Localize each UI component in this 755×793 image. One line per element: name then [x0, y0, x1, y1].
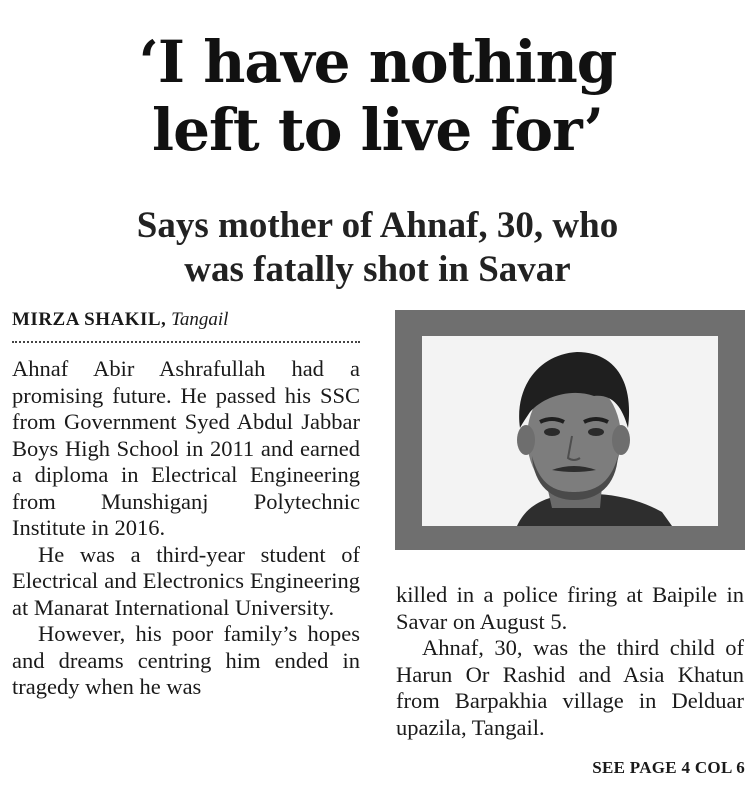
subheadline-line-1: Says mother of Ahnaf, 30, who — [136, 205, 619, 246]
article-paragraph-3-continued: killed in a police firing at Baipile in Savar on August 5. — [396, 582, 744, 634]
portrait-illustration — [422, 336, 718, 526]
byline — [12, 308, 362, 332]
subheadline — [0, 204, 755, 292]
article-paragraph-3: However, his poor family’s hopes and dreams centring him ended in tragedy when he was — [12, 621, 360, 699]
article-column-left — [12, 356, 360, 701]
portrait-photo — [422, 336, 718, 526]
headline-line-1: ‘I have nothing — [138, 28, 617, 96]
byline-location: Tangail — [171, 309, 229, 330]
byline-dotted-divider — [12, 341, 360, 343]
headline-line-2: left to live for’ — [152, 96, 603, 164]
headline — [0, 28, 755, 164]
byline-author: MIRZA SHAKIL, — [12, 309, 167, 330]
continuation-jump-line: SEE PAGE 4 COL 6 — [592, 758, 745, 777]
article-paragraph-2: He was a third-year student of Electrical and Electronics Engineering at Manarat International University. — [12, 541, 360, 620]
article-column-right — [396, 582, 744, 741]
article-paragraph-4: Ahnaf, 30, was the third child of Harun Or Rashid and Asia Khatun from Barpakhia village in Delduar upazila, Tangail. — [396, 635, 744, 740]
photo-frame — [395, 310, 745, 550]
subheadline-line-2: was fatally shot in Savar — [184, 249, 571, 290]
article-paragraph-1: Ahnaf Abir Ashrafullah had a promising future. He passed his SSC from Government Syed Abdul Jabbar Boys High School in 2011 and earned a diploma in Electrical Engineering from Munshiganj Polytechnic Institute in 2016. — [12, 356, 360, 540]
